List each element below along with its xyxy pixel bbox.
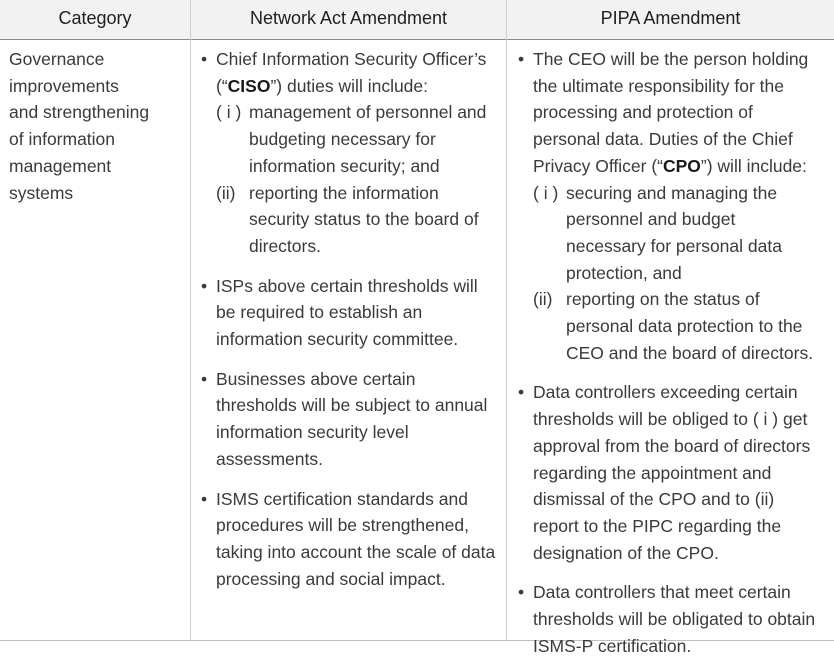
header-pipa: PIPA Amendment bbox=[600, 8, 741, 28]
category-line: Governance bbox=[9, 49, 105, 69]
ciso-acronym: CISO bbox=[227, 75, 271, 96]
category-line: management bbox=[9, 155, 112, 176]
bullet-text: Chief Information Security Officer’s (“ bbox=[216, 49, 487, 96]
network-act-cell bbox=[201, 46, 501, 605]
sub-item-marker: ( i ) bbox=[216, 102, 242, 123]
category-line: and strengthening bbox=[9, 102, 150, 123]
bullet-text: The CEO will be the person holding the ultimate responsibility for the processing and protection of personal data. Duties of the Chief Privacy Officer (“ bbox=[533, 49, 809, 176]
sub-item-marker: (ii) bbox=[533, 289, 553, 310]
network-bullet-isms: • ISMS certification standards and procedures will be strengthened, taking into account the scale of data processing and social impact. bbox=[201, 486, 501, 593]
sub-item-marker: (ii) bbox=[216, 182, 236, 203]
sub-item bbox=[216, 99, 501, 179]
pipa-bullet-isms-p: • Data controllers that meet certain thresholds will be obligated to obtain ISMS-P certification. bbox=[518, 579, 818, 659]
bullet-text: ”) duties will include: bbox=[270, 75, 429, 96]
header-category: Category bbox=[58, 8, 132, 28]
sub-item bbox=[216, 180, 501, 260]
pipa-bullet-cpo bbox=[518, 46, 818, 366]
category-cell bbox=[9, 46, 184, 206]
pipa-bullet-board-approval: • Data controllers exceeding certain thresholds will be obliged to ( i ) get approval from the board of directors regarding the appointment and dismissal of the CPO and to (ii) report to the PIPC regarding the designation of the CPO. bbox=[518, 379, 818, 566]
sub-item-text: reporting the information security status to the board of directors. bbox=[249, 182, 479, 256]
category-line: of information bbox=[9, 129, 116, 150]
network-bullet-isp: • ISPs above certain thresholds will be required to establish an information security committee. bbox=[201, 273, 501, 353]
sub-item bbox=[533, 180, 818, 287]
sub-item-text: reporting on the status of personal data protection to the CEO and the board of directors. bbox=[566, 289, 814, 363]
sub-item-marker: ( i ) bbox=[533, 182, 559, 203]
pipa-cell bbox=[518, 46, 818, 672]
column-divider-1 bbox=[190, 0, 191, 641]
table-header-row bbox=[0, 0, 834, 40]
category-line: improvements bbox=[9, 75, 119, 96]
column-divider-2 bbox=[506, 0, 507, 641]
network-bullet-assessment: • Businesses above certain thresholds will be subject to annual information security level assessments. bbox=[201, 366, 501, 473]
category-line: systems bbox=[9, 182, 74, 203]
header-network-act: Network Act Amendment bbox=[249, 8, 448, 28]
sub-item-text: securing and managing the personnel and budget necessary for personal data protection, and bbox=[566, 182, 782, 283]
network-bullet-ciso bbox=[201, 46, 501, 260]
sub-item-text: management of personnel and budgeting necessary for information security; and bbox=[249, 102, 487, 176]
sub-item bbox=[533, 286, 818, 366]
bullet-text: ”) will include: bbox=[700, 155, 807, 176]
cpo-acronym: CPO bbox=[662, 155, 701, 176]
